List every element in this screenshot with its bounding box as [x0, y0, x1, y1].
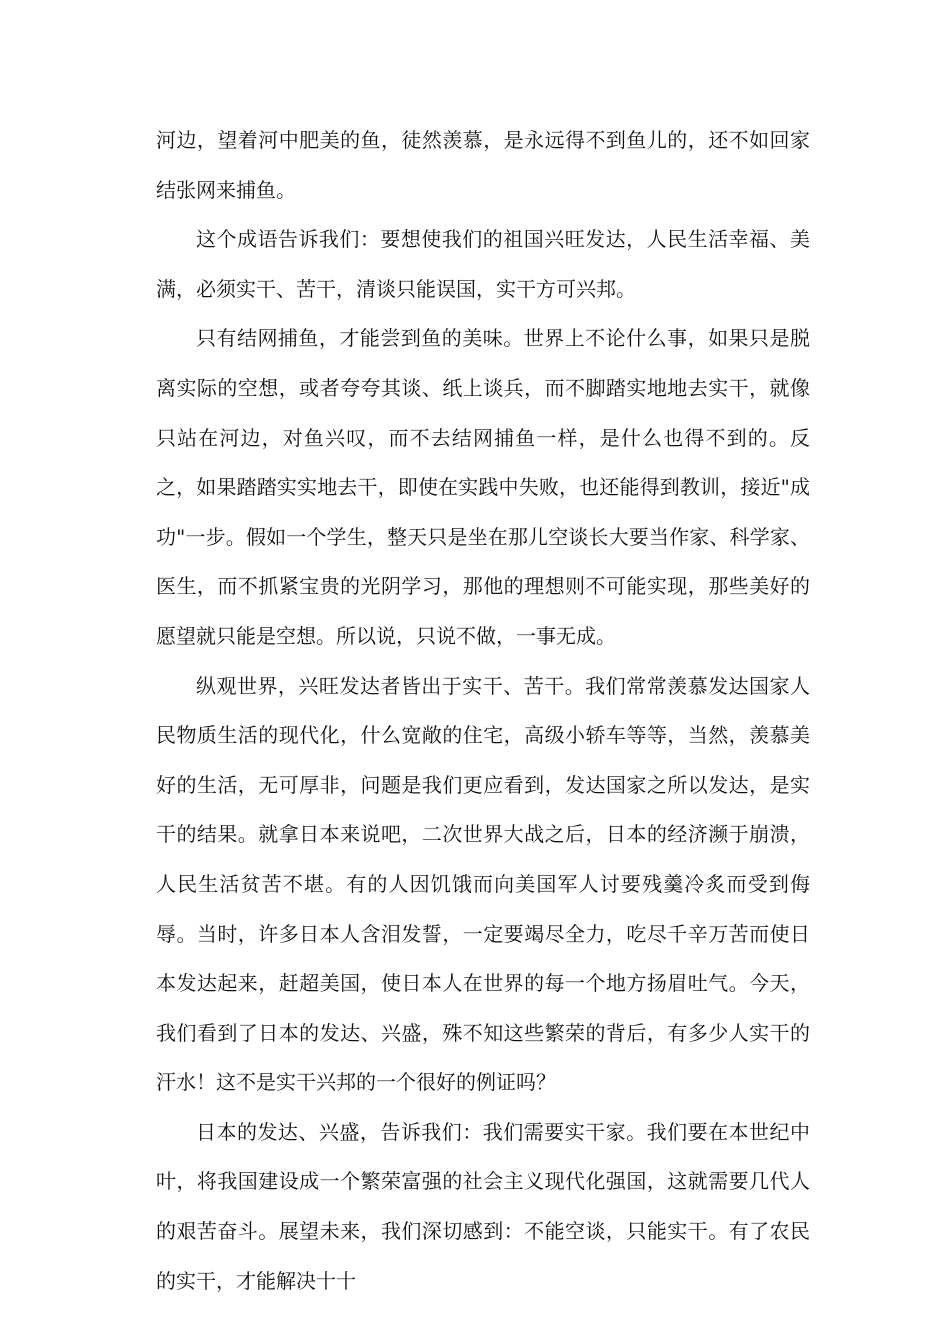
paragraph-continuation: 河边，望着河中肥美的鱼，徒然羡慕，是永远得不到鱼儿的，还不如回家结张网来捕鱼。: [156, 128, 810, 202]
paragraph-world-view: 纵观世界，兴旺发达者皆出于实干、苦干。我们常常羡慕发达国家人民物质生活的现代化，什么宽敞的住宅，高级小轿车等等，当然，羡慕美好的生活，无可厚非，问题是我们更应看到，发达国家之所以发达，是实干的结果。就拿日本来说吧，二次世界大战之后，日本的经济濒于崩溃，人民生活贫苦不堪。有的人因饥饿而向美国军人讨要残羹冷炙而受到侮辱。当时，许多日本人含泪发誓，一定要竭尽全力，吃尽千辛万苦而使日本发达起来，赶超美国，使日本人在世界的每一个地方扬眉吐气。今天，我们看到了日本的发达、兴盛，殊不知这些繁荣的背后，有多少人实干的汗水！这不是实干兴邦的一个很好的例证吗？: [156, 673, 810, 1095]
paragraph-japan-lesson: 日本的发达、兴盛，告诉我们：我们需要实干家。我们要在本世纪中叶，将我国建设成一个繁荣富强的社会主义现代化强国，这就需要几代人的艰苦奋斗。展望未来，我们深切感到：不能空谈，只能实干。有了农民的实干，才能解决十十: [156, 1119, 810, 1293]
document-body: [156, 116, 810, 1306]
paragraph-lesson: 这个成语告诉我们：要想使我们的祖国兴旺发达，人民生活幸福、美满，必须实干、苦干，清谈只能误国，实干方可兴邦。: [156, 227, 810, 301]
paragraph-fishing-net: 只有结网捕鱼，才能尝到鱼的美味。世界上不论什么事，如果只是脱离实际的空想，或者夸夸其谈、纸上谈兵，而不脚踏实地地去实干，就像只站在河边，对鱼兴叹，而不去结网捕鱼一样，是什么也得不到的。反之，如果踏踏实实地去干，即使在实践中失败，也还能得到教训，接近"成功"一步。假如一个学生，整天只是坐在那儿空谈长大要当作家、科学家、医生，而不抓紧宝贵的光阴学习，那他的理想则不可能实现，那些美好的愿望就只能是空想。所以说，只说不做，一事无成。: [156, 326, 810, 648]
